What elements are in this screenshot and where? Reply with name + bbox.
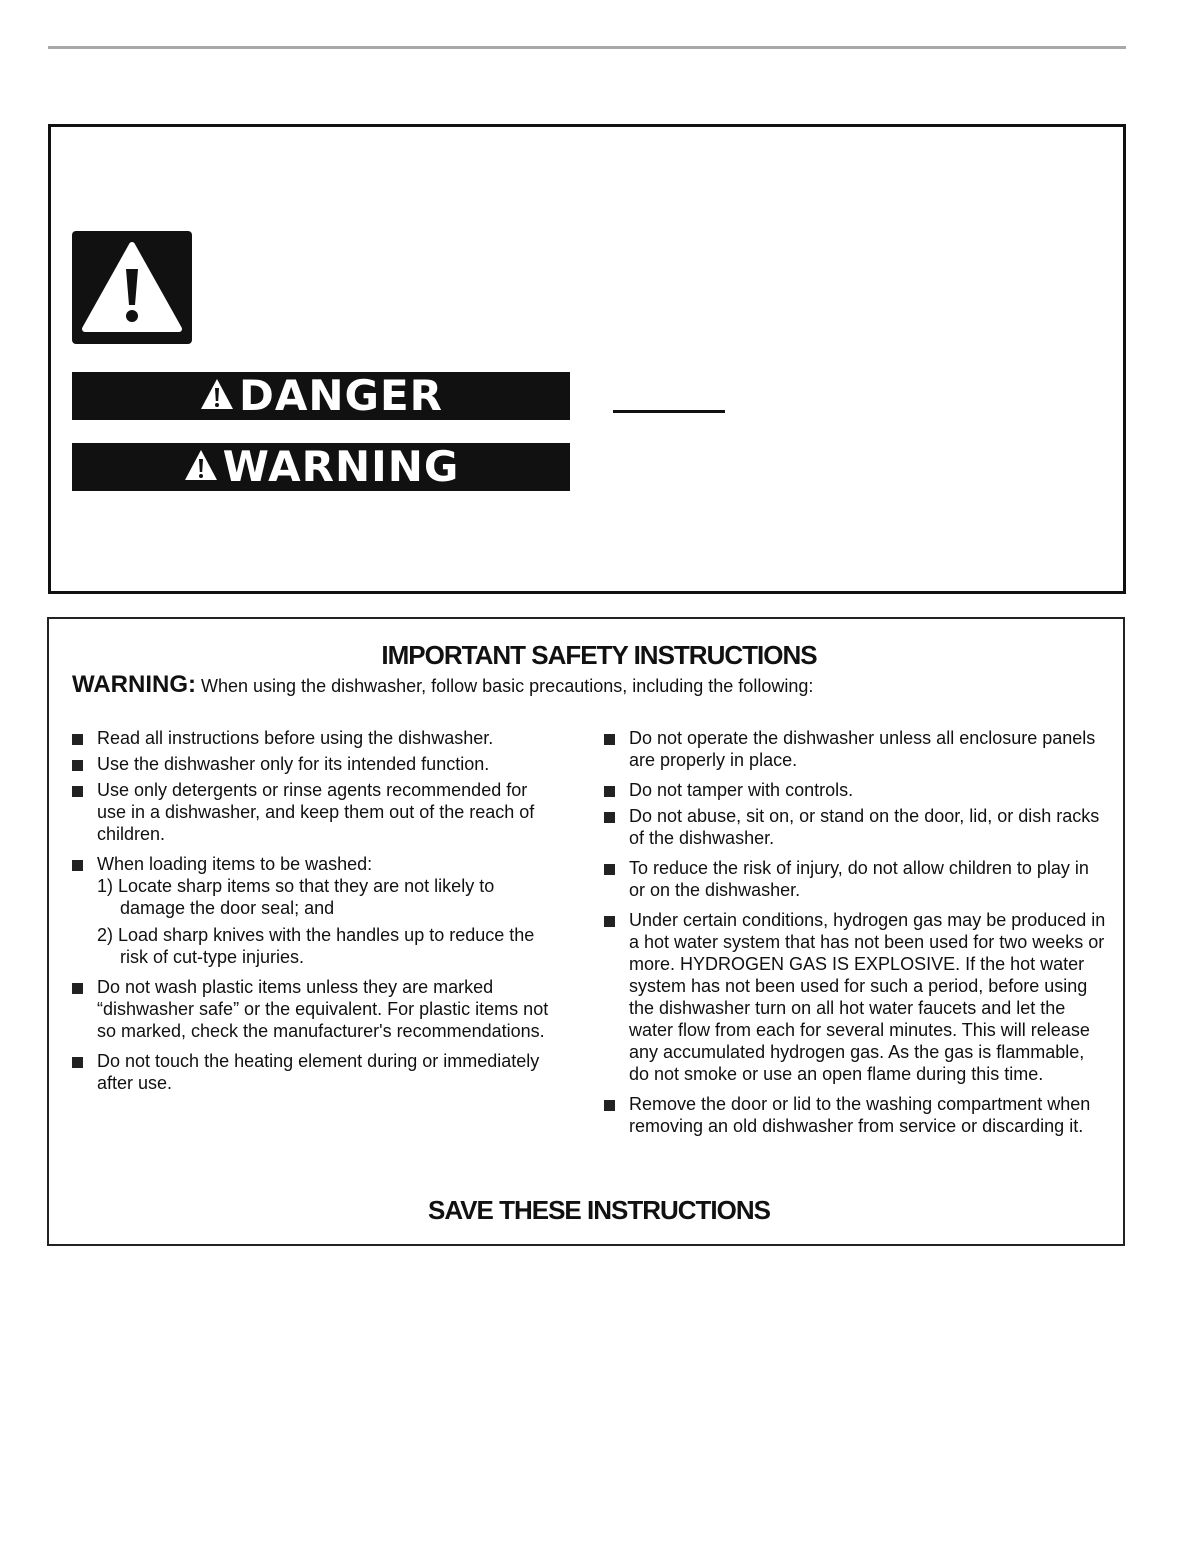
safety-message-box xyxy=(48,124,1126,594)
top-rule xyxy=(48,46,1126,49)
right-column xyxy=(604,727,1109,1141)
list-item: Do not tamper with controls. xyxy=(604,779,1109,801)
square-bullet-icon xyxy=(604,812,615,823)
square-bullet-icon xyxy=(72,1057,83,1068)
list-item: Do not operate the dishwasher unless all enclosure panels are properly in place. xyxy=(604,727,1109,771)
square-bullet-icon xyxy=(72,983,83,994)
list-item: Do not touch the heating element during or immediately after use. xyxy=(72,1050,557,1094)
square-bullet-icon xyxy=(604,734,615,745)
list-item: Read all instructions before using the dishwasher. xyxy=(72,727,557,749)
list-item: Remove the door or lid to the washing compartment when removing an old dishwasher from service or discarding it. xyxy=(604,1093,1109,1137)
square-bullet-icon xyxy=(72,860,83,871)
square-bullet-icon xyxy=(72,734,83,745)
square-bullet-icon xyxy=(604,864,615,875)
square-bullet-icon xyxy=(604,1100,615,1111)
list-item: Under certain conditions, hydrogen gas may be produced in a hot water system that has not been used for two weeks or more. HYDROGEN GAS IS EXPLOSIVE. If the hot water system has not been used for such a period, before using the dishwasher turn on all hot water faucets and let the water flow from each for several minutes. This will release any accumulated hydrogen gas. As the gas is flammable, do not smoke or use an open flame during this time. xyxy=(604,909,1109,1085)
square-bullet-icon xyxy=(604,786,615,797)
list-item: To reduce the risk of injury, do not allow children to play in or on the dishwasher. xyxy=(604,857,1109,901)
danger-signal-bar xyxy=(72,372,570,420)
square-bullet-icon xyxy=(604,916,615,927)
left-column xyxy=(72,727,557,1098)
short-rule xyxy=(613,410,725,413)
list-item: Use the dishwasher only for its intended function. xyxy=(72,753,557,775)
list-item: When loading items to be washed: 1) Locate sharp items so that they are not likely to damage the door seal; and 2) Load sharp knives with the handles up to reduce the risk of cut-type injuries. xyxy=(72,853,557,968)
square-bullet-icon xyxy=(72,786,83,797)
safety-alert-icon xyxy=(72,231,192,344)
alert-triangle-icon xyxy=(199,377,235,416)
warning-label: WARNING xyxy=(222,442,460,491)
list-item: Do not wash plastic items unless they are marked “dishwasher safe” or the equivalent. For plastic items not so marked, check the manufacturer's recommendations. xyxy=(72,976,557,1042)
danger-label: DANGER xyxy=(238,371,444,420)
alert-triangle-icon xyxy=(183,448,219,487)
warning-signal-bar xyxy=(72,443,570,491)
instructions-title: IMPORTANT SAFETY INSTRUCTIONS xyxy=(381,640,817,670)
square-bullet-icon xyxy=(72,760,83,771)
loading-step: 1) Locate sharp items so that they are not likely to damage the door seal; and xyxy=(97,876,495,918)
warning-intro xyxy=(72,671,813,699)
list-item: Do not abuse, sit on, or stand on the door, lid, or dish racks of the dishwasher. xyxy=(604,805,1109,849)
warning-intro-text: When using the dishwasher, follow basic precautions, including the following: xyxy=(201,676,814,696)
warning-lead: WARNING: xyxy=(72,671,196,698)
loading-step: 2) Load sharp knives with the handles up to reduce the risk of cut-type injuries. xyxy=(97,925,535,967)
save-instructions-footer: SAVE THESE INSTRUCTIONS xyxy=(427,1195,770,1225)
list-item: Use only detergents or rinse agents recommended for use in a dishwasher, and keep them out of the reach of children. xyxy=(72,779,557,845)
